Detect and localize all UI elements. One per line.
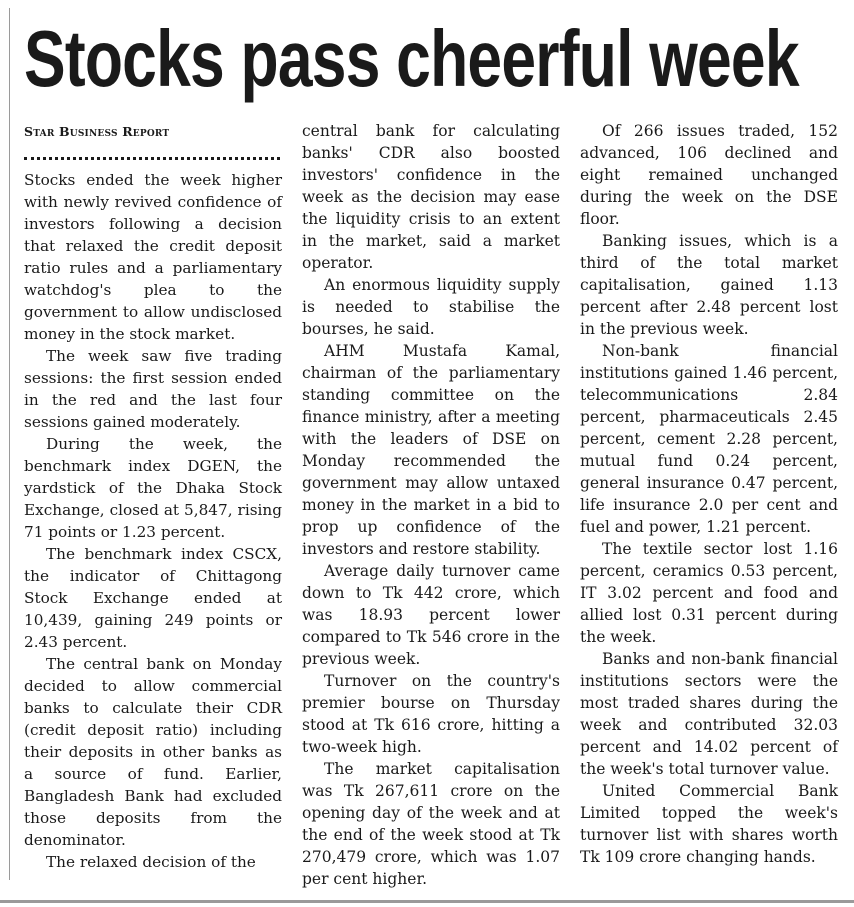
byline: Star Business Report (24, 124, 170, 139)
bottom-rule (0, 900, 854, 903)
paragraph: Banks and non-bank financial institutions sectors were the most traded shares during the week and contributed 32.03 percent and 14.02 percent of the week's total turnover value. (580, 650, 838, 778)
article-column-1 (24, 120, 282, 890)
paragraph: central bank for calculating banks' CDR also boosted investors' confidence in the week as the decision may ease the liquidity crisis to an extent in the market, said a market operator. (302, 122, 560, 272)
paragraph: The textile sector lost 1.16 percent, ceramics 0.53 percent, IT 3.02 percent and food and allied lost 0.31 percent during the week. (580, 540, 838, 646)
byline-divider (24, 147, 280, 160)
paragraph: The market capitalisation was Tk 267,611 crore on the opening day of the week and at the end of the week stood at Tk 270,479 crore, which was 1.07 per cent higher. (302, 760, 560, 888)
headline: Stocks pass cheerful week (24, 14, 799, 103)
paragraph: Of 266 issues traded, 152 advanced, 106 declined and eight remained unchanged during the week on the DSE floor. (580, 122, 838, 228)
article-column-3 (580, 120, 838, 890)
paragraph: Average daily turnover came down to Tk 442 crore, which was 18.93 percent lower compared to Tk 546 crore in the previous week. (302, 562, 560, 668)
paragraph: The relaxed decision of the (46, 853, 256, 871)
paragraph: AHM Mustafa Kamal, chairman of the parliamentary standing committee on the finance ministry, after a meeting with the leaders of DSE on Monday recommended the government may allow untaxed money in the market in a bid to prop up confidence of the investors and restore stability. (302, 342, 560, 558)
paragraph: During the week, the benchmark index DGEN, the yardstick of the Dhaka Stock Exchange, closed at 5,847, rising 71 points or 1.23 percent. (24, 435, 282, 541)
paragraph: The benchmark index CSCX, the indicator of Chittagong Stock Exchange ended at 10,439, gaining 249 points or 2.43 percent. (24, 545, 282, 651)
paragraph: An enormous liquidity supply is needed to stabilise the bourses, he said. (302, 276, 560, 338)
paragraph: Stocks ended the week higher with newly revived confidence of investors following a decision that relaxed the credit deposit ratio rules and a parliamentary watchdog's plea to the government to allow undisclosed money in the stock market. (24, 171, 282, 343)
paragraph: United Commercial Bank Limited topped the week's turnover list with shares worth Tk 109 crore changing hands. (580, 782, 838, 866)
paragraph: Banking issues, which is a third of the total market capitalisation, gained 1.13 percent after 2.48 percent lost in the previous week. (580, 232, 838, 338)
paragraph: The week saw five trading sessions: the first session ended in the red and the last four sessions gained moderately. (24, 347, 282, 431)
paragraph: Non-bank financial institutions gained 1.46 percent, telecommunications 2.84 percent, pharmaceuticals 2.45 percent, cement 2.28 percent, mutual fund 0.24 percent, general insurance 0.47 percent, life insurance 2.0 per cent and fuel and power, 1.21 percent. (580, 342, 838, 536)
left-column-rule (9, 8, 10, 880)
paragraph: Turnover on the country's premier bourse on Thursday stood at Tk 616 crore, hitting a two-week high. (302, 672, 560, 756)
paragraph: The central bank on Monday decided to allow commercial banks to calculate their CDR (credit deposit ratio) including their deposits in other banks as a source of fund. Earlier, Bangladesh Bank had excluded those deposits from the denominator. (24, 655, 282, 849)
article-column-2 (302, 120, 560, 890)
